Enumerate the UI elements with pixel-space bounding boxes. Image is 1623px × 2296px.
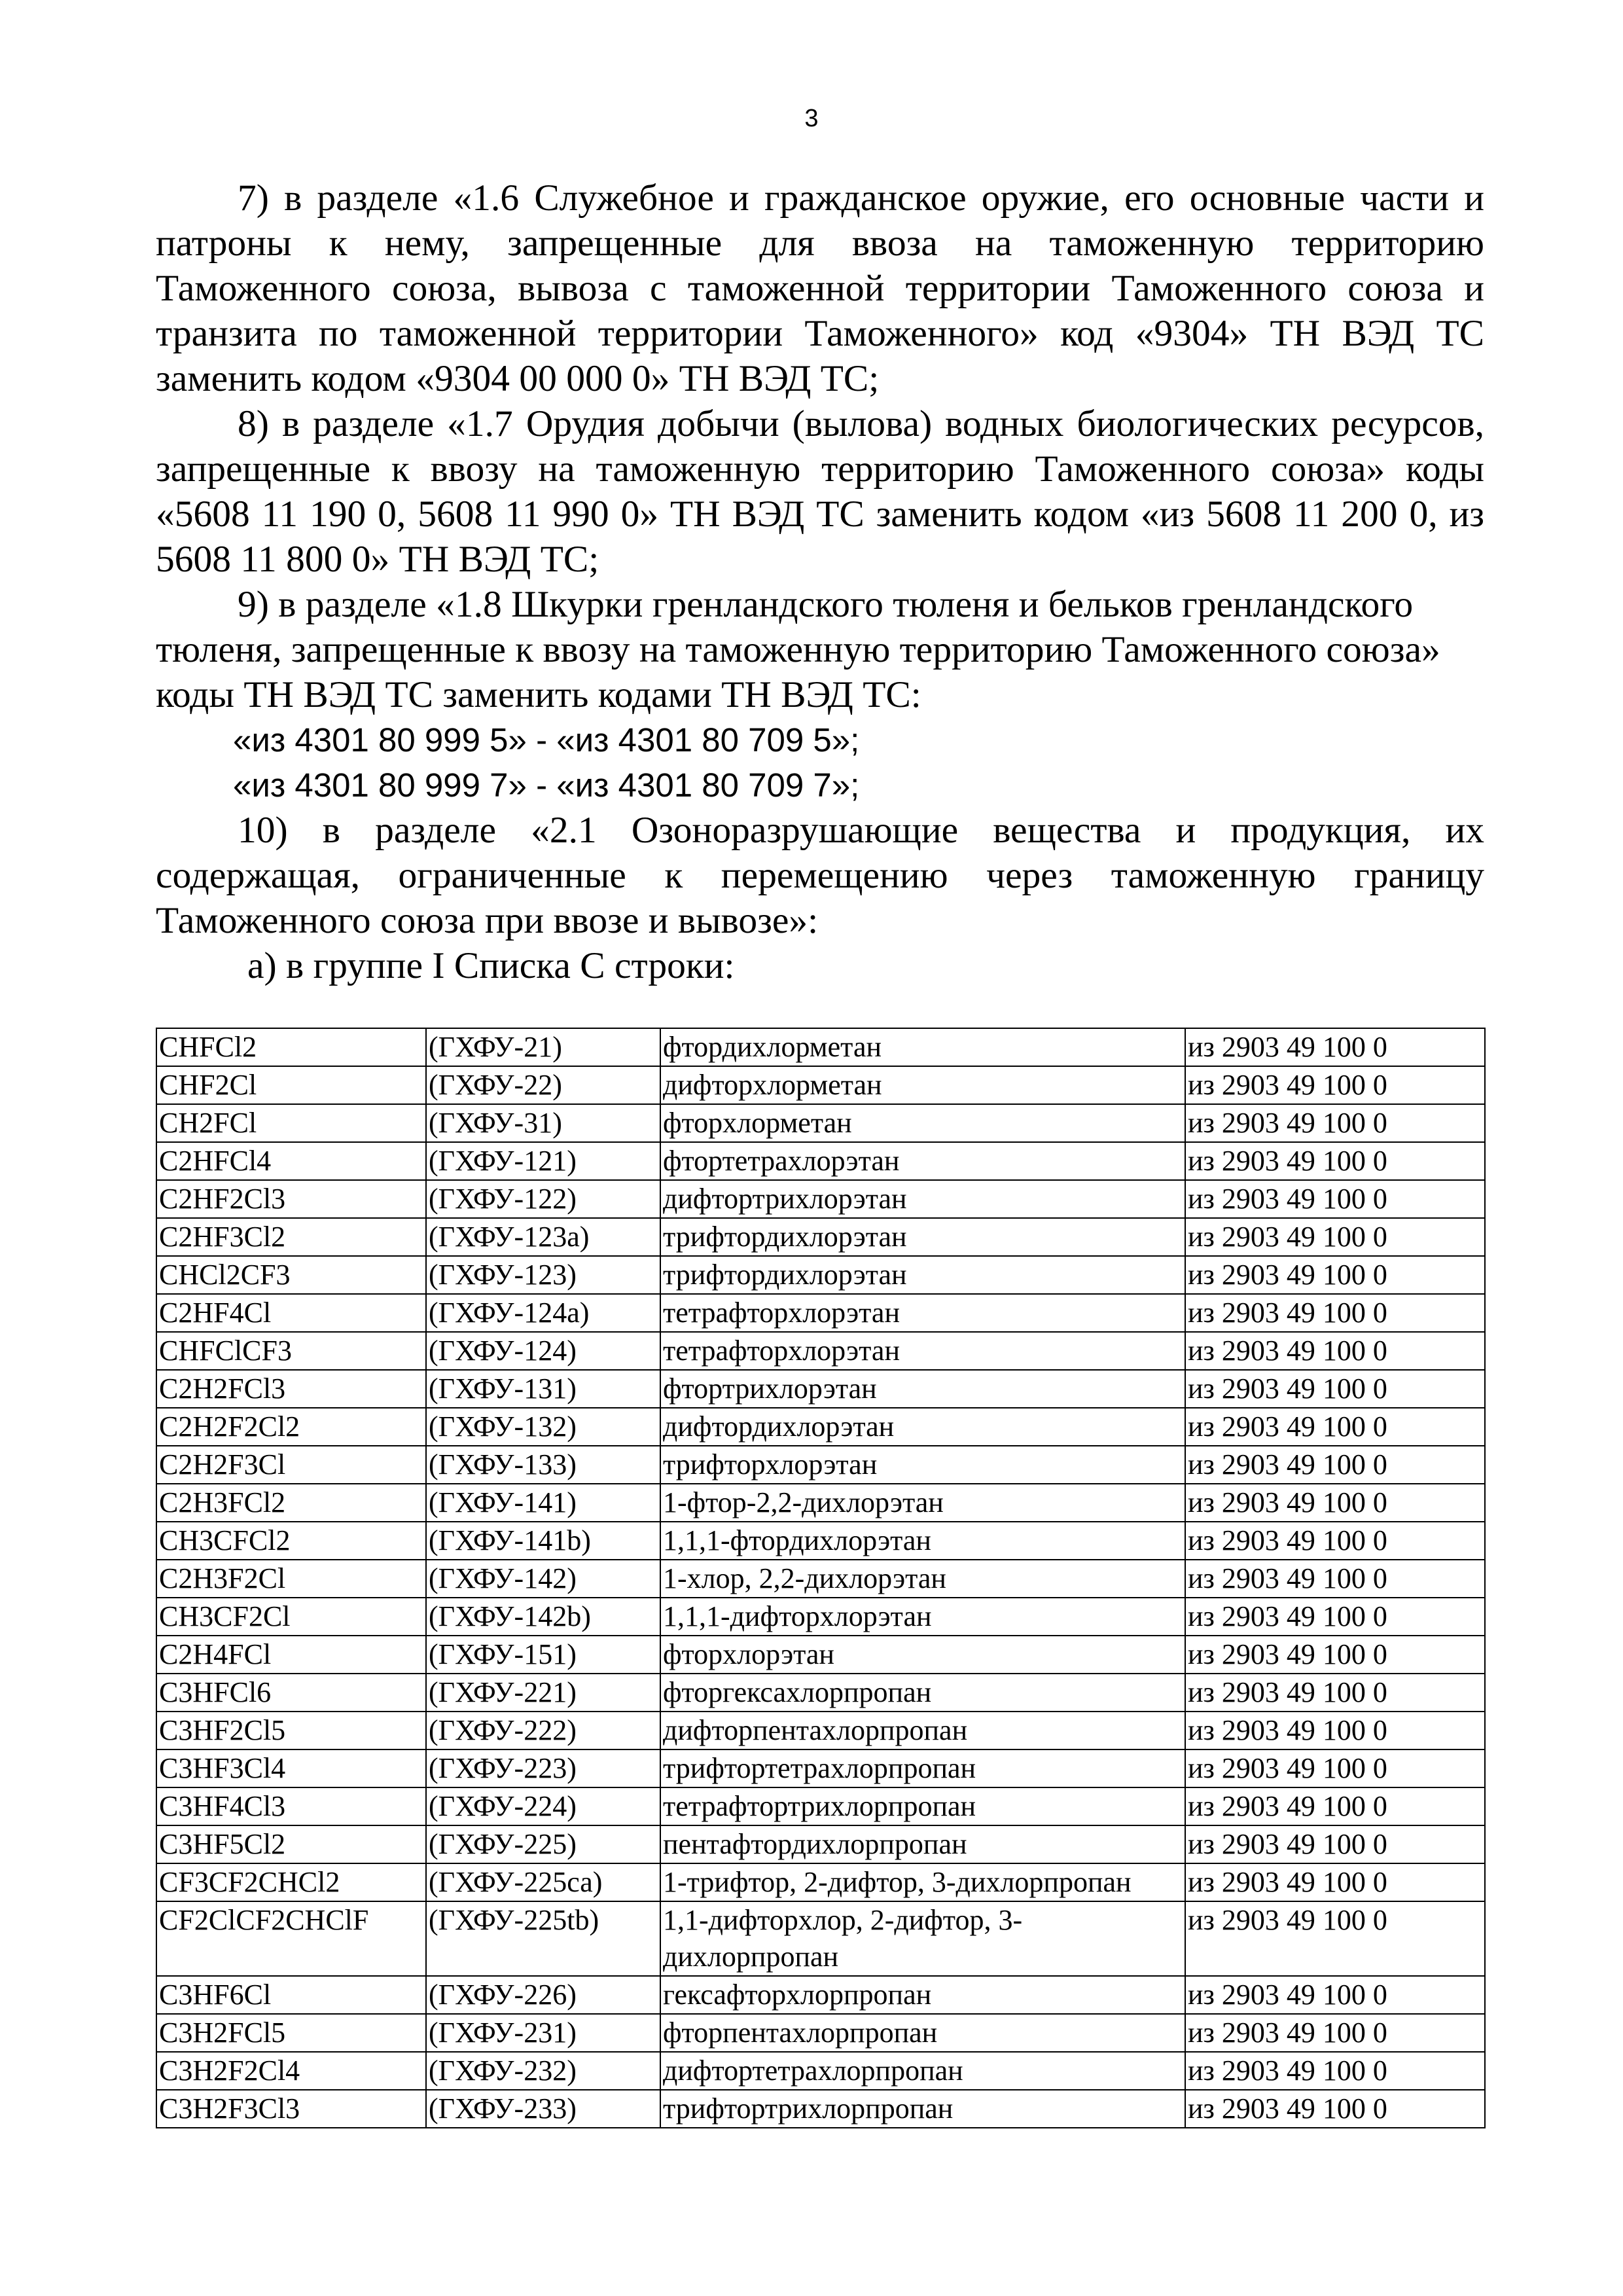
table-row	[156, 1749, 1485, 1787]
table-row	[156, 1976, 1485, 2014]
table-row	[156, 1901, 1485, 1976]
name-cell: тетрафторхлорэтан	[660, 1294, 1185, 1332]
code-cell: (ГХФУ-121)	[426, 1142, 660, 1180]
formula-cell: C2HF4Cl	[156, 1294, 426, 1332]
code-cell: (ГХФУ-122)	[426, 1180, 660, 1218]
name-cell: 1-фтор-2,2-дихлорэтан	[660, 1484, 1185, 1522]
table-row	[156, 1522, 1485, 1560]
formula-cell: C3HF3Cl4	[156, 1749, 426, 1787]
formula-cell: CHCl2CF3	[156, 1256, 426, 1294]
formula-cell: CH3CFCl2	[156, 1522, 426, 1560]
name-cell: 1,1,1-дифторхлорэтан	[660, 1598, 1185, 1636]
name-cell: фторхлорметан	[660, 1104, 1185, 1142]
name-cell: 1,1-дифторхлор, 2-дифтор, 3-дихлорпропан	[660, 1901, 1185, 1976]
name-cell: дифтортрихлорэтан	[660, 1180, 1185, 1218]
formula-cell: C2H2F2Cl2	[156, 1408, 426, 1446]
table-row	[156, 1066, 1485, 1104]
formula-cell: CF2ClCF2CHClF	[156, 1901, 426, 1976]
name-cell: фторпентахлорпропан	[660, 2014, 1185, 2052]
document-body	[156, 175, 1484, 988]
table-row	[156, 1142, 1485, 1180]
tnved-code-cell: из 2903 49 100 0	[1185, 2014, 1485, 2052]
code-cell: (ГХФУ-123а)	[426, 1218, 660, 1256]
formula-cell: C2H2F3Cl	[156, 1446, 426, 1484]
tnved-code-cell: из 2903 49 100 0	[1185, 2052, 1485, 2090]
formula-cell: CHFCl2	[156, 1028, 426, 1066]
code-cell: (ГХФУ-232)	[426, 2052, 660, 2090]
paragraph-10: 10) в разделе «2.1 Озоноразрушающие вещества и продукция, их содержащая, ограниченные к перемещению через таможенную границу Таможенного союза при ввозе и вывозе»:	[156, 810, 1484, 941]
code-cell: (ГХФУ-233)	[426, 2090, 660, 2128]
table-row	[156, 1787, 1485, 1825]
table-row	[156, 1636, 1485, 1674]
name-cell: дифтордихлорэтан	[660, 1408, 1185, 1446]
tnved-code-cell: из 2903 49 100 0	[1185, 1901, 1485, 1976]
name-cell: фтордихлорметан	[660, 1028, 1185, 1066]
table-row	[156, 1256, 1485, 1294]
code-cell: (ГХФУ-132)	[426, 1408, 660, 1446]
code-cell: (ГХФУ-221)	[426, 1674, 660, 1712]
formula-cell: CHF2Cl	[156, 1066, 426, 1104]
tnved-code-cell: из 2903 49 100 0	[1185, 1560, 1485, 1598]
formula-cell: C2H2FCl3	[156, 1370, 426, 1408]
name-cell: трифторхлорэтан	[660, 1446, 1185, 1484]
name-cell: фтортрихлорэтан	[660, 1370, 1185, 1408]
tnved-code-cell: из 2903 49 100 0	[1185, 1028, 1485, 1066]
table-row	[156, 1863, 1485, 1901]
tnved-code-cell: из 2903 49 100 0	[1185, 1446, 1485, 1484]
code-cell: (ГХФУ-225)	[426, 1825, 660, 1863]
tnved-code-cell: из 2903 49 100 0	[1185, 1484, 1485, 1522]
table-row	[156, 1028, 1485, 1066]
name-cell: трифтортрихлорпропан	[660, 2090, 1185, 2128]
table-row	[156, 1560, 1485, 1598]
code-cell: (ГХФУ-142b)	[426, 1598, 660, 1636]
tnved-code-cell: из 2903 49 100 0	[1185, 1636, 1485, 1674]
tnved-code-cell: из 2903 49 100 0	[1185, 1256, 1485, 1294]
tnved-code-cell: из 2903 49 100 0	[1185, 1218, 1485, 1256]
name-cell: трифтордихлорэтан	[660, 1256, 1185, 1294]
name-cell: 1-трифтор, 2-дифтор, 3-дихлорпропан	[660, 1863, 1185, 1901]
table-row	[156, 2090, 1485, 2128]
table-row	[156, 1104, 1485, 1142]
table-row	[156, 1446, 1485, 1484]
tnved-code-cell: из 2903 49 100 0	[1185, 1674, 1485, 1712]
code-cell: (ГХФУ-141b)	[426, 1522, 660, 1560]
table-row	[156, 1294, 1485, 1332]
code-replacement-line-2: «из 4301 80 999 7» - «из 4301 80 709 7»;	[233, 766, 860, 804]
tnved-code-cell: из 2903 49 100 0	[1185, 1787, 1485, 1825]
tnved-code-cell: из 2903 49 100 0	[1185, 1066, 1485, 1104]
page-number: 3	[804, 105, 819, 132]
code-cell: (ГХФУ-22)	[426, 1066, 660, 1104]
formula-cell: C3H2F2Cl4	[156, 2052, 426, 2090]
table-row	[156, 1598, 1485, 1636]
name-cell: дифтортетрахлорпропан	[660, 2052, 1185, 2090]
subitem-a: а) в группе I Списка С строки:	[247, 945, 735, 986]
code-cell: (ГХФУ-123)	[426, 1256, 660, 1294]
formula-cell: C3H2FCl5	[156, 2014, 426, 2052]
code-cell: (ГХФУ-131)	[426, 1370, 660, 1408]
name-cell: трифтордихлорэтан	[660, 1218, 1185, 1256]
formula-cell: C3HF2Cl5	[156, 1712, 426, 1749]
table-row	[156, 1674, 1485, 1712]
code-cell: (ГХФУ-141)	[426, 1484, 660, 1522]
paragraph-8: 8) в разделе «1.7 Орудия добычи (вылова) водных биологических ресурсов, запрещенные к ввозу на таможенную территорию Таможенного союза» коды «5608 11 190 0, 5608 11 990 0» ТН ВЭД ТС заменить кодом «из 5608 11 200 0, из 5608 11 800 0» ТН ВЭД ТС;	[156, 403, 1484, 580]
name-cell: 1,1,1-фтордихлорэтан	[660, 1522, 1185, 1560]
formula-cell: CF3CF2CHCl2	[156, 1863, 426, 1901]
tnved-code-cell: из 2903 49 100 0	[1185, 1332, 1485, 1370]
table-row	[156, 1712, 1485, 1749]
name-cell: тетрафторхлорэтан	[660, 1332, 1185, 1370]
code-cell: (ГХФУ-124а)	[426, 1294, 660, 1332]
formula-cell: C3HFCl6	[156, 1674, 426, 1712]
formula-cell: C3HF6Cl	[156, 1976, 426, 2014]
tnved-code-cell: из 2903 49 100 0	[1185, 1408, 1485, 1446]
code-cell: (ГХФУ-151)	[426, 1636, 660, 1674]
tnved-code-cell: из 2903 49 100 0	[1185, 1976, 1485, 2014]
name-cell: гексафторхлорпропан	[660, 1976, 1185, 2014]
tnved-code-cell: из 2903 49 100 0	[1185, 1294, 1485, 1332]
formula-cell: C2HF3Cl2	[156, 1218, 426, 1256]
code-cell: (ГХФУ-124)	[426, 1332, 660, 1370]
tnved-code-cell: из 2903 49 100 0	[1185, 1142, 1485, 1180]
code-cell: (ГХФУ-226)	[426, 1976, 660, 2014]
formula-cell: CH3CF2Cl	[156, 1598, 426, 1636]
table-row	[156, 1370, 1485, 1408]
table-row	[156, 1332, 1485, 1370]
name-cell: фторхлорэтан	[660, 1636, 1185, 1674]
table-row	[156, 1484, 1485, 1522]
table-row	[156, 2052, 1485, 2090]
name-cell: тетрафтортрихлорпропан	[660, 1787, 1185, 1825]
paragraph-9: 9) в разделе «1.8 Шкурки гренландского тюленя и бельков гренландского тюленя, запрещенные к ввозу на таможенную территорию Таможенного союза» коды ТН ВЭД ТС заменить кодами ТН ВЭД ТС:	[156, 584, 1440, 715]
formula-cell: C3H2F3Cl3	[156, 2090, 426, 2128]
name-cell: трифтортетрахлорпропан	[660, 1749, 1185, 1787]
formula-cell: C2H3F2Cl	[156, 1560, 426, 1598]
name-cell: 1-хлор, 2,2-дихлорэтан	[660, 1560, 1185, 1598]
tnved-code-cell: из 2903 49 100 0	[1185, 2090, 1485, 2128]
formula-cell: C2HFCl4	[156, 1142, 426, 1180]
substances-table-body	[156, 1028, 1485, 2128]
tnved-code-cell: из 2903 49 100 0	[1185, 1370, 1485, 1408]
code-cell: (ГХФУ-133)	[426, 1446, 660, 1484]
code-cell: (ГХФУ-231)	[426, 2014, 660, 2052]
table-row	[156, 1218, 1485, 1256]
table-row	[156, 1825, 1485, 1863]
tnved-code-cell: из 2903 49 100 0	[1185, 1712, 1485, 1749]
substances-table	[156, 1028, 1486, 2128]
code-replacement-line-1: «из 4301 80 999 5» - «из 4301 80 709 5»;	[233, 721, 860, 759]
name-cell: дифторпентахлорпропан	[660, 1712, 1185, 1749]
formula-cell: C2HF2Cl3	[156, 1180, 426, 1218]
code-cell: (ГХФУ-225tb)	[426, 1901, 660, 1976]
tnved-code-cell: из 2903 49 100 0	[1185, 1863, 1485, 1901]
tnved-code-cell: из 2903 49 100 0	[1185, 1104, 1485, 1142]
formula-cell: C3HF5Cl2	[156, 1825, 426, 1863]
table-row	[156, 2014, 1485, 2052]
formula-cell: CH2FCl	[156, 1104, 426, 1142]
formula-cell: C2H3FCl2	[156, 1484, 426, 1522]
name-cell: дифторхлорметан	[660, 1066, 1185, 1104]
paragraph-7: 7) в разделе «1.6 Служебное и гражданское оружие, его основные части и патроны к нему, запрещенные для ввоза на таможенную территорию Таможенного союза, вывоза с таможенной территории Таможенного союза и транзита по таможенной территории Таможенного» код «9304» ТН ВЭД ТС заменить кодом «9304 00 000 0» ТН ВЭД ТС;	[156, 177, 1484, 399]
table-row	[156, 1408, 1485, 1446]
code-cell: (ГХФУ-222)	[426, 1712, 660, 1749]
code-cell: (ГХФУ-225са)	[426, 1863, 660, 1901]
formula-cell: C2H4FCl	[156, 1636, 426, 1674]
formula-cell: CHFClCF3	[156, 1332, 426, 1370]
code-cell: (ГХФУ-21)	[426, 1028, 660, 1066]
tnved-code-cell: из 2903 49 100 0	[1185, 1522, 1485, 1560]
name-cell: пентафтордихлорпропан	[660, 1825, 1185, 1863]
tnved-code-cell: из 2903 49 100 0	[1185, 1825, 1485, 1863]
code-cell: (ГХФУ-31)	[426, 1104, 660, 1142]
tnved-code-cell: из 2903 49 100 0	[1185, 1598, 1485, 1636]
name-cell: фторгексахлорпропан	[660, 1674, 1185, 1712]
tnved-code-cell: из 2903 49 100 0	[1185, 1749, 1485, 1787]
code-cell: (ГХФУ-223)	[426, 1749, 660, 1787]
table-row	[156, 1180, 1485, 1218]
name-cell: фтортетрахлорэтан	[660, 1142, 1185, 1180]
code-cell: (ГХФУ-224)	[426, 1787, 660, 1825]
formula-cell: C3HF4Cl3	[156, 1787, 426, 1825]
tnved-code-cell: из 2903 49 100 0	[1185, 1180, 1485, 1218]
code-cell: (ГХФУ-142)	[426, 1560, 660, 1598]
